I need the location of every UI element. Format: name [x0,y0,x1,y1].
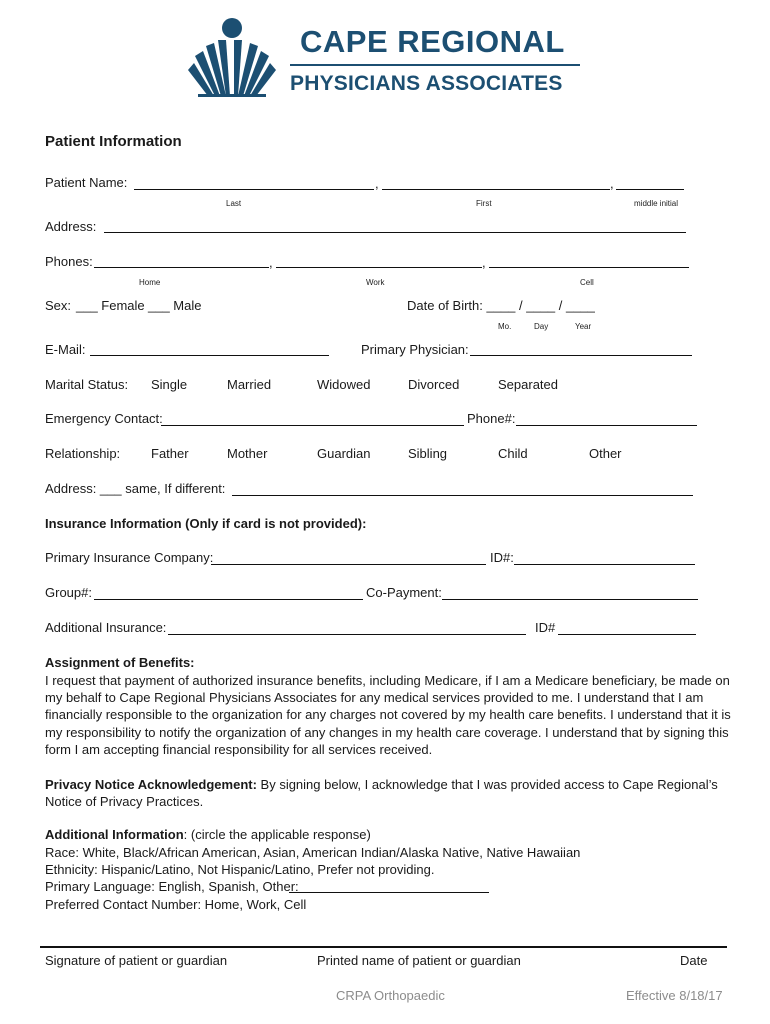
emergency-contact-field[interactable] [161,425,464,426]
emergency-contact-label: Emergency Contact: [45,411,163,426]
emergency-address-field[interactable] [232,495,693,496]
group-label: Group#: [45,585,92,600]
primary-physician-field[interactable] [470,355,692,356]
address-label: Address: [45,219,97,234]
home-phone-field[interactable] [94,267,269,268]
email-field[interactable] [90,355,329,356]
footer-effective-date: Effective 8/18/17 [626,988,723,1003]
marital-option[interactable]: Separated [498,377,558,392]
middle-initial-field[interactable] [616,189,684,190]
date-label: Date [680,953,708,968]
sex-male-option[interactable]: ___ Male [148,298,202,313]
relationship-option[interactable]: Other [589,446,622,461]
phones-label: Phones: [45,254,93,269]
additional-info-heading-line [45,827,371,842]
primary-insurance-label: Primary Insurance Company: [45,550,214,565]
work-phone-field[interactable] [276,267,482,268]
language-line: Primary Language: English, Spanish, Other: [45,879,299,894]
mo-sublabel: Mo. [498,322,512,331]
assignment-text: I request that payment of authorized insurance benefits, including Medicare, if I am a Medicare beneficiary, be made on my behalf to Cape Regional Physicians Associates for any medical services provided to me. I understand that I am financially responsible to the organization for any charges not covered by my health care benefits. I understand that it is my responsibility to notify the organization of any changes in my health care coverage. I understand that by signing this form I am accepting financial responsibility for all services received. [45,673,731,757]
sex-female-option[interactable]: ___ Female [76,298,145,313]
additional-id-label: ID# [535,620,556,635]
privacy-paragraph [45,776,735,810]
middle-sublabel: middle initial [634,199,679,208]
language-other-field[interactable] [289,892,489,893]
first-sublabel: First [476,199,492,208]
contact-line: Preferred Contact Number: Home, Work, Cell [45,897,307,912]
relationship-option[interactable]: Mother [227,446,268,461]
primary-physician-label: Primary Physician: [361,342,469,357]
relationship-option[interactable]: Sibling [408,446,448,461]
marital-option[interactable]: Widowed [317,377,371,392]
home-sublabel: Home [139,278,161,287]
address-field[interactable] [104,232,686,233]
assignment-heading: Assignment of Benefits: [45,655,195,670]
emergency-address-label: Address: ___ same, If different: [45,481,226,496]
privacy-text: By signing below, I acknowledge that I was provided access to Cape Regional’s Notice of Privacy Practices. [45,777,718,810]
additional-insurance-field[interactable] [168,634,526,635]
logo [186,16,586,100]
emergency-phone-field[interactable] [516,425,697,426]
ethnicity-line: Ethnicity: Hispanic/Latino, Not Hispanic/Latino, Prefer not providing. [45,862,435,877]
relationship-label: Relationship: [45,446,121,461]
relationship-option[interactable]: Father [151,446,189,461]
additional-info-suffix: : (circle the applicable response) [183,827,371,842]
marital-option[interactable]: Married [227,377,272,392]
year-sublabel: Year [575,322,592,331]
additional-insurance-label: Additional Insurance: [45,620,167,635]
patient-name-label: Patient Name: [45,175,128,190]
printed-name-label: Printed name of patient or guardian [317,953,521,968]
copay-field[interactable] [442,599,698,600]
insurance-heading: Insurance Information (Only if card is not provided): [45,516,367,531]
race-line: Race: White, Black/African American, Asian, American Indian/Alaska Native, Native Hawaiian [45,845,581,860]
insurance-id-label: ID#: [490,550,514,565]
emergency-phone-label: Phone#: [467,411,516,426]
signature-label: Signature of patient or guardian [45,953,228,968]
work-sublabel: Work [366,278,385,287]
cell-phone-field[interactable] [489,267,689,268]
logo-title: CAPE REGIONAL [300,24,565,59]
group-field[interactable] [94,599,363,600]
footer-department: CRPA Orthopaedic [336,988,445,1003]
signature-line[interactable] [40,946,727,948]
dob-field[interactable]: Date of Birth: ____ / ____ / ____ [407,298,595,313]
marital-option[interactable]: Divorced [408,377,460,392]
marital-option[interactable]: Single [151,377,188,392]
additional-id-field[interactable] [558,634,696,635]
additional-info-heading: Additional Information [45,827,184,842]
primary-insurance-field[interactable] [211,564,486,565]
privacy-heading: Privacy Notice Acknowledgement: [45,777,257,792]
page-title: Patient Information [45,133,182,150]
day-sublabel: Day [534,322,549,331]
logo-subtitle: PHYSICIANS ASSOCIATES [290,72,563,95]
sex-label: Sex: [45,298,72,313]
last-name-field[interactable] [134,189,374,190]
first-name-field[interactable] [382,189,610,190]
copay-label: Co-Payment: [366,585,442,600]
cell-sublabel: Cell [580,278,594,287]
shell-logo-icon [186,16,278,100]
email-label: E-Mail: [45,342,86,357]
insurance-id-field[interactable] [514,564,695,565]
marital-status-label: Marital Status: [45,377,129,392]
relationship-option[interactable]: Child [498,446,528,461]
last-sublabel: Last [226,199,242,208]
relationship-option[interactable]: Guardian [317,446,371,461]
